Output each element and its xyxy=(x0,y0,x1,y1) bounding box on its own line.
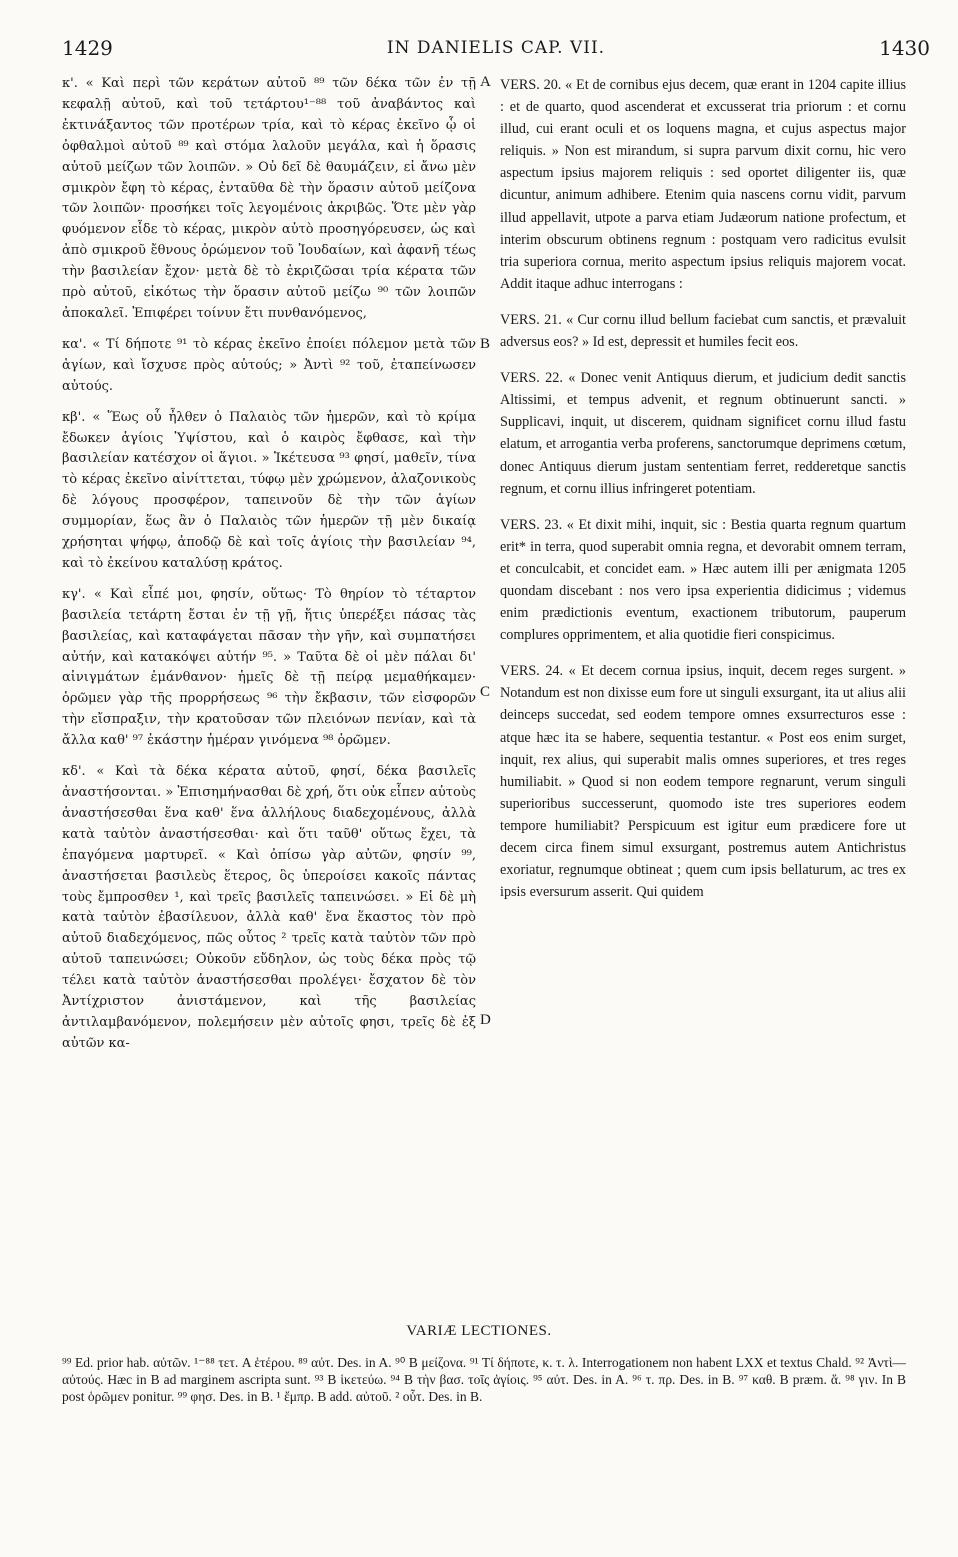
margin-marker-a: A xyxy=(480,74,491,90)
greek-paragraph-22: κβ'. « Ἕως οὗ ἦλθεν ὁ Παλαιὸς τῶν ἡμερῶν, καὶ τὸ κρίμα ἔδωκεν ἁγίοις Ὑψίστου, καὶ ὁ καιρὸς ἔφθασε, καὶ τὴν βασιλείαν κατέσχον οἱ ἅγιοι. » Ἱκέτευσα ⁹³ φησί, μαθεῖν, τίνα τὸ κέρας ἐκεῖνο αἰνίττεται, τύφῳ μὲν χρώμενον, ἀλαζονικοὺς δὲ λόγους προσφέρον, ταπεινοῦν δὲ τὴν τῶν ἁγίων συμμορίαν, ἕως ἂν ὁ Παλαιὸς τῶν ἡμερῶν τῇ μὲν δικαίᾳ χρήσηται ψήφῳ, ἀποδῷ δὲ καὶ τοῖς ἁγίοις τὴν βασιλείαν ⁹⁴, καὶ τὸ ἐκείνου καταλύσῃ κράτος. xyxy=(62,409,476,571)
page-number-right: 1430 xyxy=(879,36,930,60)
page-header xyxy=(62,36,930,64)
variant-readings-notes: ⁹⁹ Ed. prior hab. αὐτῶν. ¹⁻⁸⁸ τετ. A ἑτέρου. ⁸⁹ αὐτ. Des. in A. ⁹⁰ B μείζονα. ⁹¹ Τί δήποτε, κ. τ. λ. Interrogationem non habent LXX et textus Chald. ⁹² Ἀντὶ—αὐτούς. Hæc in B ad marginem ascripta sunt. ⁹³ B ἱκετεύω. ⁹⁴ B τὴν βασ. τοῖς ἁγίοις. ⁹⁵ αὐτ. Des. in A. ⁹⁶ τ. πρ. Des. in B. ⁹⁷ καθ. B præm. ἅ. ⁹⁸ γιν. In B post ὁρῶμεν ponitur. ⁹⁹ φησ. Des. in B. ¹ ἔμπρ. B add. αὐτοῦ. ² οὗτ. Des. in B. xyxy=(62,1355,906,1404)
latin-paragraph-21: VERS. 21. « Cur cornu illud bellum faciebat cum sanctis, et prævaluit adversus eos? » Id est, depressit et humiles fecit eos. xyxy=(500,311,906,351)
variant-readings-title: VARIÆ LECTIONES. xyxy=(406,1323,552,1339)
running-title: IN DANIELIS CAP. VII. xyxy=(386,38,606,58)
greek-paragraph-20: κ'. « Καὶ περὶ τῶν κεράτων αὐτοῦ ⁸⁹ τῶν δέκα τῶν ἐν τῇ κεφαλῇ αὐτοῦ, καὶ τοῦ τετάρτου¹⁻⁸⁸ τοῦ ἀναβάντος καὶ ἐκτινάξαντος τῶν προτέρων τρία, καὶ τὸ κέρας ἐκεῖνο ᾧ οἱ ὀφθαλμοὶ αὐτοῦ ⁸⁹ καὶ στόμα λαλοῦν μεγάλα, καὶ ἡ ὅρασις αὐτοῦ μείζων τῶν λοιπῶν. » Οὐ δεῖ δὲ θαυμάζειν, εἰ ἄνω μὲν σμικρὸν ἔφη τὸ κέρας, ἐνταῦθα δὲ τὴν ὅρασιν αὐτοῦ μείζονα τῶν λοιπῶν· προσήκει τοῖς λεγομένοις ἀκριβῶς. Ὅτε μὲν γὰρ φυόμενον εἶδε τὸ κέρας, μικρὸν αὐτὸ προσηγόρευσεν, ὡς καὶ ἀπὸ σμικροῦ ἔθνους ὁρώμενον τοῦ Ἰουδαίων, καὶ ἀφανῆ τέως τὴν βασιλείαν ἔχον· μετὰ δὲ τὸ ἐκριζῶσαι τρία κέρατα τῶν πρὸ αὐτοῦ, εἰκότως τὴν ὅρασιν αὐτοῦ μείζω ⁹⁰ τῶν λοιπῶν ἀποκαλεῖ. Ἐπιφέρει τοίνυν ἔτι πυνθανόμενος, xyxy=(62,76,476,321)
margin-marker-c: C xyxy=(480,684,491,700)
page-number-left: 1429 xyxy=(62,36,113,60)
latin-paragraph-22: VERS. 22. « Donec venit Antiquus dierum, et judicium dedit sanctis Altissimi, et tempus advenit, et regnum obtinuerunt sancti. » Supplicavi, inquit, ut discerem, quidnam significet cornu illud fastu elatum, et arrogantia verba proferens, sanctorumque deprimens cœtum, donec Antiquus dierum justam sententiam ferret, redderetque sanctis regnum, et cornu illius infringeret potentiam. xyxy=(500,370,906,497)
greek-paragraph-23: κγ'. « Καὶ εἶπέ μοι, φησίν, οὕτως· Τὸ θηρίον τὸ τέταρτον βασιλεία τετάρτη ἔσται ἐν τῇ γῇ, ἥτις ὑπερέξει πάσας τὰς βασιλείας, καὶ καταφάγεται πᾶσαν τὴν γῆν, καὶ συμπατήσει αὐτήν, καὶ κατακόψει αὐτήν ⁹⁵. » Ταῦτα δὲ οἱ μὲν πάλαι δι' αἰνιγμάτων ἐμάνθανον· ἡμεῖς δὲ τῇ πείρᾳ μεμαθήκαμεν· ὁρῶμεν γὰρ τῆς προρρήσεως ⁹⁶ τὴν ἔκβασιν, τῶν εἰσφορῶν τὴν εἴσπραξιν, τὴν κρατοῦσαν τῶν πλειόνων πενίαν, καὶ τὰ ἄλλα καθ' ⁹⁷ ἑκάστην ἡμέραν γινόμενα ⁹⁸ ὁρῶμεν. xyxy=(62,586,476,749)
latin-paragraph-24: VERS. 24. « Et decem cornua ipsius, inquit, decem reges surgent. » Notandum est non dixisse eum fore ut singuli exsurgant, ita ut alius alii deinceps succedat, sed eodem tempore omnes exsurrecturos esse : atque hæc ita se habere, sequentia testantur. « Post eos enim surget, inquit, rex alius, qui superabit malis omnes superiores, et tres reges humiliabit. » Quod si non eodem tempore regnarunt, verum singuli superioribus successerunt, quomodo iste tres superiores eodem tempore humiliabit? Perspicuum est igitur eum prædicere fore ut decem circa finem simul exsurgant, postremus autem Antichristus exoriatur, regnumque obtineat ; quem cum ipsis bellaturum, ac tres ex ipsis eversurum asserit. Qui quidem xyxy=(500,663,906,901)
greek-paragraph-21: κα'. « Τί δήποτε ⁹¹ τὸ κέρας ἐκεῖνο ἐποίει πόλεμον μετὰ τῶν ἁγίων, καὶ ἴσχυσε πρὸς αὐτούς; » Ἀντὶ ⁹² τοῦ, ἐταπείνωσεν αὐτούς. xyxy=(62,336,476,394)
latin-paragraph-23: VERS. 23. « Et dixit mihi, inquit, sic : Bestia quarta regnum quartum erit* in terra, quod superabit omnia regna, et devorabit omnem terram, et conculcabit, et concidet eam. » Hæc autem illi per ænigmata 1205 quondam discebant : nos vero ipsa experientia didicimus ; videmus enim prædictionis eventum, exactionem tributorum, pauperum complures opprimentem, et alia quotidie fieri conspicimus. xyxy=(500,516,906,644)
margin-marker-b: B xyxy=(480,336,491,352)
greek-column xyxy=(62,74,476,1065)
margin-marker-d: D xyxy=(480,1012,491,1028)
latin-column xyxy=(500,74,906,917)
greek-paragraph-24: κδ'. « Καὶ τὰ δέκα κέρατα αὐτοῦ, φησί, δέκα βασιλεῖς ἀναστήσονται. » Ἐπισημήνασθαι δὲ χρή, ὅτι οὐκ εἶπεν αὐτοὺς ἀναστήσεσθαι ἕνα καθ' ἕνα ἀλλήλους διαδεχομένους, ἀλλὰ κατὰ ταὐτὸν ἀναστήσεσθαι· καὶ ὅτι ταῦθ' οὕτως ἔχει, τὰ ἐπαγόμενα μαρτυρεῖ. « Καὶ ὀπίσω γὰρ αὐτῶν, φησίν ⁹⁹, ἀναστήσεται βασιλεὺς ἕτερος, ὃς ὑπεροίσει κακοῖς πάντας τοὺς ἔμπροσθεν ¹, καὶ τρεῖς βασιλεῖς ταπεινώσει. » Εἰ δὲ μὴ κατὰ ταὐτὸν ἐβασίλευον, ἀλλὰ καθ' ἕνα ἕκαστος τὸν πρὸ αὐτοῦ διαδεχόμενος, πῶς οὗτος ² τρεῖς κατὰ ταὐτὸν τῶν πρὸ αὐτοῦ ταπεινώσει; Οὐκοῦν εὔδηλον, ὡς τοὺς δέκα πρὸς τῷ τέλει κατὰ ταὐτὸν ἀναστήσεσθαι προλέγει· ἔσχατον δὲ τὸν Ἀντίχριστον ἀνιστάμενον, καὶ τῆς βασιλείας ἀντιλαμβανόμενον, πολεμήσειν μὲν αὐτοῖς φησι, τρεῖς δὲ ἐξ αὐτῶν κα- xyxy=(62,764,476,1051)
latin-paragraph-20: VERS. 20. « Et de cornibus ejus decem, quæ erant in 1204 capite illius : et de quarto, quod ascenderat et excusserat tria priorum : et cornu illud, cui erant oculi et os loquens magna, et cujus aspectus major reliquis. » Non est mirandum, si supra parvum dixit cornu, hic vero aspectum ipsius majorem reliquis : sed oportet diligenter iis, quæ dicuntur, animum adhibere. Etenim quia nascens cornu vidit, parvum illud appellavit, utpote a parva etiam Judæorum natione profectum, et interim obscurum obtinens regnum : postquam vero radicitus evulsit tria superiora cornua, merito aspectum ipsius reliquis majorem vocat. Addit itaque adhuc interrogans : xyxy=(500,77,906,292)
